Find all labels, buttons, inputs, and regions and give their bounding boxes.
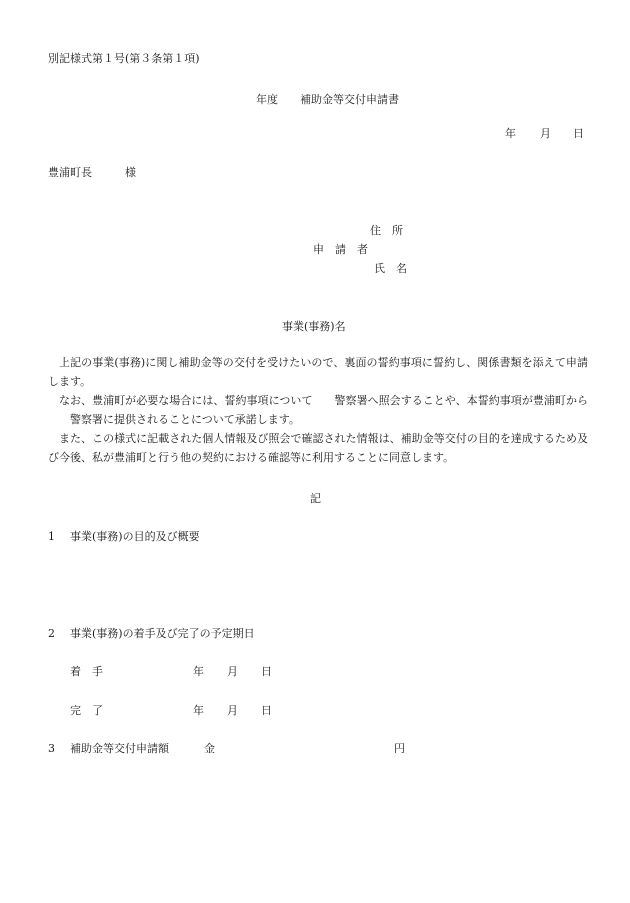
body-paragraph-3: また、この様式に記載された個人情報及び照会で確認された情報は、補助金等交付の目的を達成するため及び今後、私が豊浦町と行う他の契約における確認等に利用することに同意します。 (48, 432, 588, 464)
date-year-label: 年 (505, 127, 516, 140)
amount-prefix: 金 (204, 742, 215, 755)
body-paragraph-2-part-1: なお、豊浦町が必要な場合には、誓約事項について (59, 394, 313, 407)
start-year-label: 年 (193, 665, 204, 678)
addressee-honorific: 様 (125, 166, 136, 179)
body-text (48, 353, 588, 467)
project-name-label: 事業(事務)名 (282, 320, 346, 333)
body-paragraph-2 (48, 391, 588, 429)
body-paragraph-1: 上記の事業(事務)に関し補助金等の交付を受けたいので、裏面の誓約事項に誓約し、関係書類を添えて申請します。 (48, 356, 588, 388)
address-label: 住 所 (370, 224, 403, 237)
item-1-label: 事業(事務)の目的及び概要 (70, 530, 200, 543)
body-paragraph-2-part-2: 警察署へ照会することや、本誓約事項が豊浦町から (334, 394, 588, 407)
start-month-label: 月 (227, 665, 238, 678)
date-day-label: 日 (573, 127, 584, 140)
start-day-label: 日 (261, 665, 272, 678)
body-paragraph-2-part-3: 警察署に提供されることについて承諾します。 (70, 413, 300, 426)
end-year-label: 年 (193, 704, 204, 717)
amount-unit: 円 (394, 742, 405, 755)
form-id-label: 別記様式第１号(第３条第１項) (48, 52, 200, 65)
item-3-number: 3 (48, 742, 55, 755)
document-title: 補助金等交付申請書 (300, 93, 399, 106)
end-label: 完 了 (70, 704, 103, 717)
addressee-name: 豊浦町長 (48, 166, 92, 179)
item-3-label: 補助金等交付申請額 (70, 742, 169, 755)
item-1-number: 1 (48, 530, 55, 543)
date-month-label: 月 (540, 127, 551, 140)
start-label: 着 手 (70, 665, 103, 678)
applicant-label: 申 請 者 (313, 243, 368, 256)
end-month-label: 月 (227, 704, 238, 717)
title-year-label: 年度 (256, 93, 278, 106)
item-2-number: 2 (48, 627, 55, 640)
end-day-label: 日 (261, 704, 272, 717)
ki-heading: 記 (310, 492, 321, 505)
item-2-label: 事業(事務)の着手及び完了の予定期日 (70, 627, 255, 640)
name-label: 氏 名 (374, 262, 407, 275)
